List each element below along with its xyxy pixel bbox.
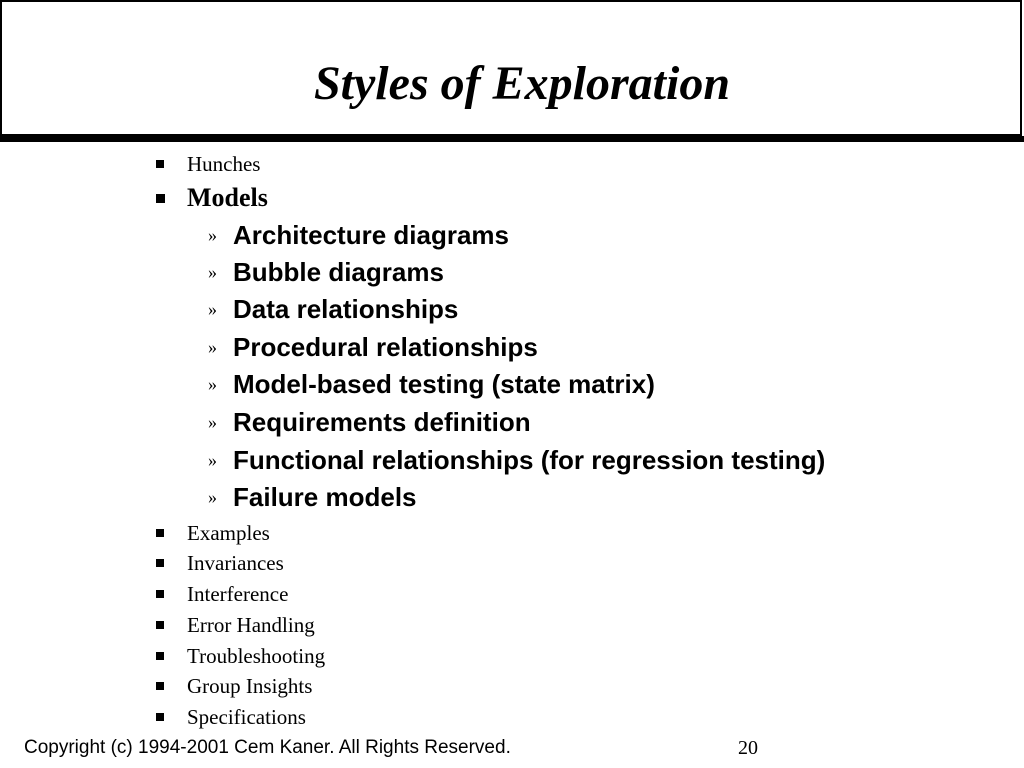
bullet-item-troubleshooting <box>156 641 325 671</box>
chevron-bullet-icon: » <box>208 411 217 432</box>
sub-item-requirements-definition <box>208 404 531 441</box>
bullet-text: Examples <box>187 521 270 545</box>
chevron-bullet-icon: » <box>208 449 217 470</box>
square-bullet-icon <box>156 621 164 629</box>
title-box-shadow <box>0 136 1024 142</box>
bullet-item-error-handling <box>156 610 315 640</box>
chevron-bullet-icon: » <box>208 224 217 245</box>
square-bullet-icon <box>156 559 164 567</box>
bullet-item-specifications <box>156 702 306 732</box>
square-bullet-icon <box>156 713 164 721</box>
chevron-bullet-icon: » <box>208 486 217 507</box>
bullet-text: Troubleshooting <box>187 644 326 668</box>
bullet-text: Invariances <box>187 551 284 575</box>
sub-item-procedural-relationships <box>208 329 538 366</box>
sub-item-text: Functional relationships (for regression testing) <box>233 445 826 475</box>
bullet-text: Hunches <box>187 152 261 176</box>
chevron-bullet-icon: » <box>208 336 217 357</box>
sub-item-failure-models <box>208 479 417 516</box>
sub-item-text: Architecture diagrams <box>233 220 509 250</box>
bullet-text: Models <box>187 183 268 212</box>
bullet-item-models <box>156 180 268 216</box>
square-bullet-icon <box>156 194 165 203</box>
bullet-text: Error Handling <box>187 613 315 637</box>
footer-copyright: Copyright (c) 1994-2001 Cem Kaner. All Rights Reserved. <box>24 737 511 758</box>
square-bullet-icon <box>156 652 164 660</box>
sub-item-text: Requirements definition <box>233 407 531 437</box>
bullet-item-hunches <box>156 149 260 179</box>
bullet-text: Group Insights <box>187 674 313 698</box>
square-bullet-icon <box>156 682 164 690</box>
square-bullet-icon <box>156 590 164 598</box>
chevron-bullet-icon: » <box>208 298 217 319</box>
sub-item-functional-relationships <box>208 442 825 479</box>
sub-item-text: Model-based testing (state matrix) <box>233 369 655 399</box>
bullet-text: Interference <box>187 582 289 606</box>
sub-item-text: Failure models <box>233 482 417 512</box>
sub-item-bubble-diagrams <box>208 254 444 291</box>
sub-item-data-relationships <box>208 291 458 328</box>
footer-page-number: 20 <box>738 737 758 759</box>
chevron-bullet-icon: » <box>208 373 217 394</box>
square-bullet-icon <box>156 160 164 168</box>
slide-title: Styles of Exploration <box>313 57 731 110</box>
bullet-item-interference <box>156 579 288 609</box>
bullet-text: Specifications <box>187 705 306 729</box>
sub-item-text: Procedural relationships <box>233 332 538 362</box>
square-bullet-icon <box>156 529 164 537</box>
bullet-item-invariances <box>156 548 284 578</box>
sub-item-text: Data relationships <box>233 294 459 324</box>
bullet-item-examples <box>156 518 270 548</box>
chevron-bullet-icon: » <box>208 261 217 282</box>
sub-item-model-based-testing <box>208 366 655 403</box>
sub-item-architecture-diagrams <box>208 217 509 254</box>
sub-item-text: Bubble diagrams <box>233 257 444 287</box>
bullet-item-group-insights <box>156 671 312 701</box>
